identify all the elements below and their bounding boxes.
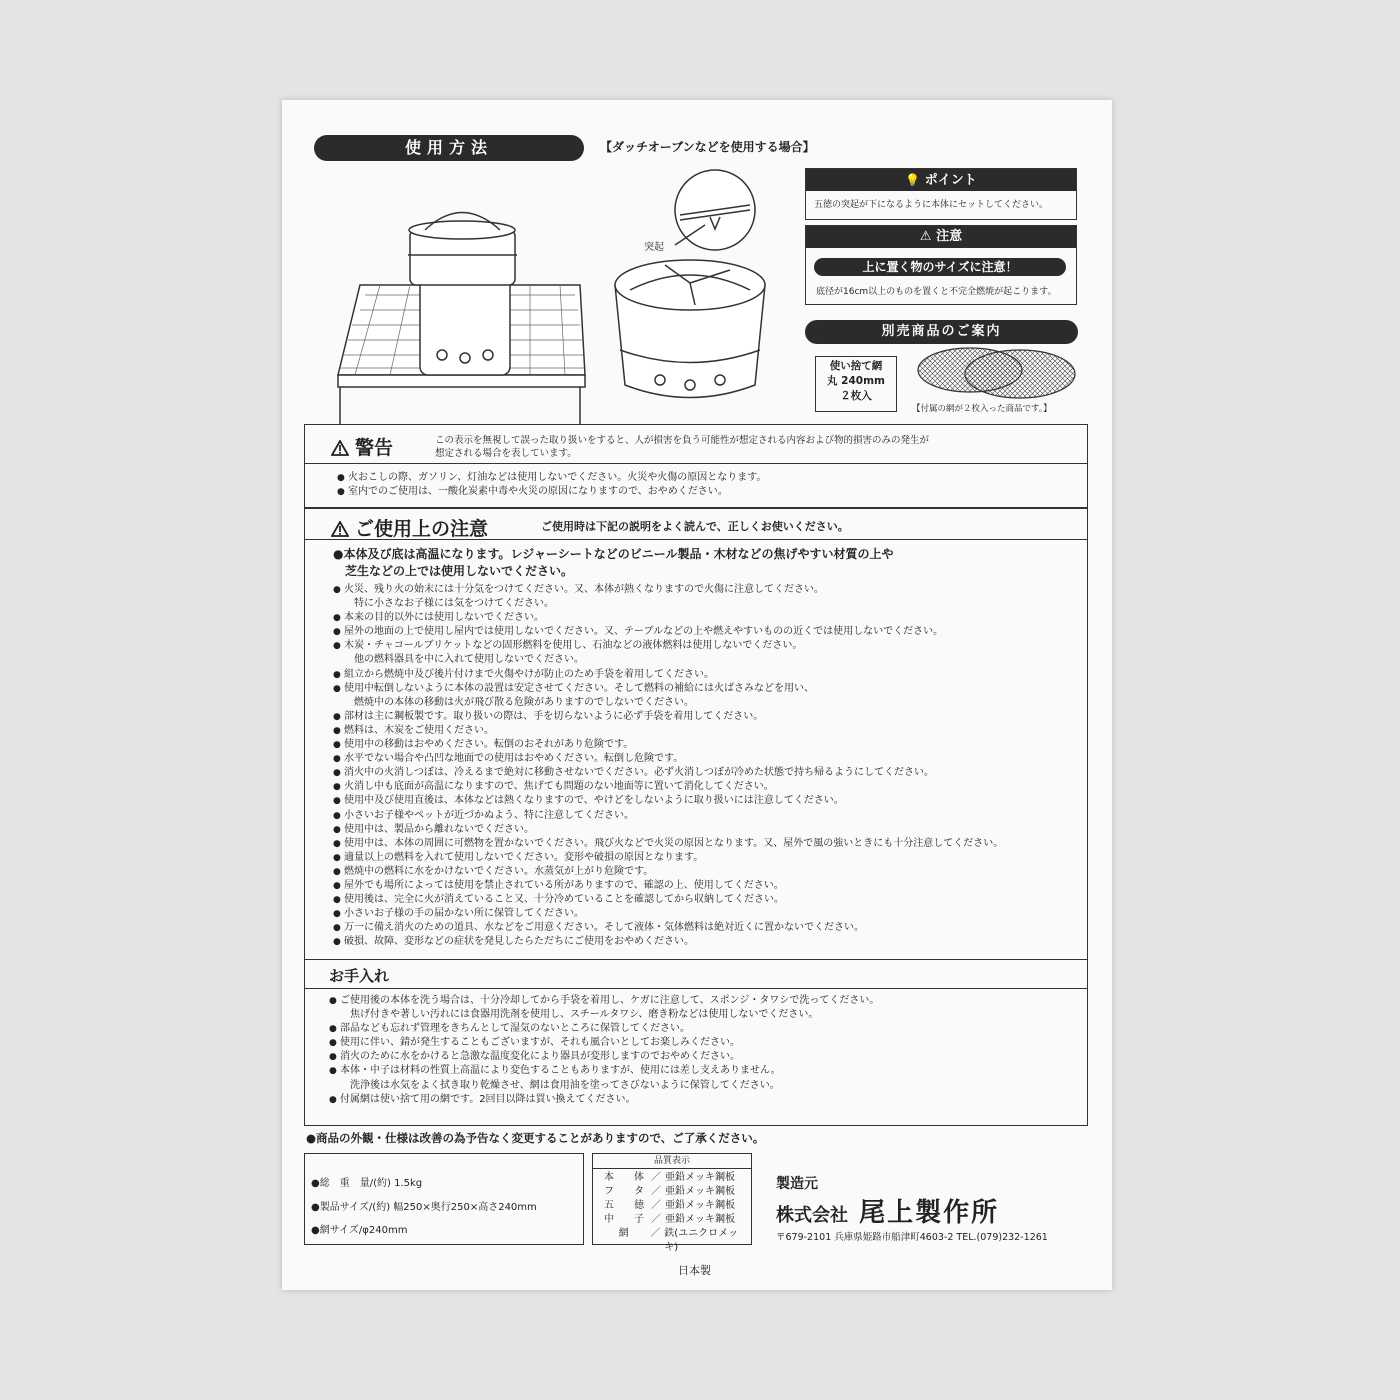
quality-material: 亜鉛メッキ鋼板 — [665, 1186, 735, 1197]
point-box — [805, 168, 1077, 220]
list-item: ● 使用中転倒しないように本体の設置は安定させてください。そして燃料の補給には火ばさみなどを用い、 — [333, 682, 1003, 696]
grill-net-illustration — [910, 346, 1080, 401]
trivet-illustration — [600, 165, 780, 410]
quality-part: 網 — [618, 1228, 629, 1239]
caution-text: 底径が16cm以上のものを置くと不完全燃焼が起こります。 — [816, 287, 1057, 297]
list-item: ● 消火中の火消しつぼは、冷えるまで絶対に移動させないでください。必ず火消しつぼが冷めた状態で持ち帰るようにしてください。 — [333, 766, 1003, 780]
list-item: ● 屋外の地面の上で使用し屋内では使用しないでください。又、テーブルなどの上や燃えやすいものの近くでは使用しないでください。 — [333, 625, 1003, 639]
usage-subtitle: 【ダッチオーブンなどを使用する場合】 — [600, 140, 815, 154]
warning-triangle-icon — [331, 521, 349, 537]
precaution-bold-line-1: ●本体及び底は高温になります。レジャーシートなどのビニール製品・木材などの焦げやすい材質の上や — [333, 547, 894, 561]
usage-title: 使用方法 — [314, 135, 584, 161]
care-list — [329, 994, 879, 1107]
list-item: ● 使用中は、本体の周囲に可燃物を置かないでください。飛び火などで火災の原因となります。又、屋外で風の強いときにも十分注意してください。 — [333, 837, 1003, 851]
quality-separator: ／ — [651, 1186, 661, 1197]
list-item: ● 燃焼中の燃料に水をかけないでください。水蒸気が上がり危険です。 — [333, 865, 1003, 879]
list-item: 特に小さなお子様には気をつけてください。 — [354, 598, 554, 610]
quality-row — [593, 1227, 751, 1255]
list-item: ● 小さいお子様の手の届かない所に保管してください。 — [333, 907, 1003, 921]
specs-box — [304, 1153, 584, 1245]
accessory-line-1: 使い捨て網 — [829, 360, 883, 372]
list-item: ● 部材は主に鋼板製です。取り扱いの際は、手を切らないように必ず手袋を着用してください。 — [333, 710, 1003, 724]
caution-banner: 上に置く物のサイズに注意！ — [814, 258, 1066, 276]
list-item: ● 本体・中子は材料の性質上高温により変色することもありますが、使用には差し支えありません。 — [329, 1064, 879, 1078]
warning-list — [337, 471, 766, 499]
list-item: ● 火消し中も底面が高温になりますので、焦げても問題のない地面等に置いて消化してください。 — [333, 780, 1003, 794]
origin-label: 日本製 — [678, 1264, 711, 1277]
precaution-lead: ご使用時は下記の説明をよく読んで、正しくお使いください。 — [541, 520, 849, 533]
list-item: ● 使用中は、製品から離れないでください。 — [333, 823, 1003, 837]
maker-label: 製造元 — [776, 1176, 818, 1192]
list-item: ● ご使用後の本体を洗う場合は、十分冷却してから手袋を着用し、ケガに注意して、スポンジ・タワシで洗ってください。 — [329, 994, 879, 1008]
quality-row — [593, 1185, 751, 1199]
list-item: ● 消火のために水をかけると急激な温度変化により器具が変形しますのでおやめください。 — [329, 1050, 879, 1064]
protrusion-label: 突起 — [644, 242, 664, 253]
company-prefix: 株式会社 — [776, 1205, 848, 1226]
caution-box — [805, 225, 1077, 305]
list-item: ● 屋外でも場所によっては使用を禁止されている所がありますので、確認の上、使用してください。 — [333, 879, 1003, 893]
precaution-list — [333, 583, 1003, 949]
dutch-oven-illustration — [330, 200, 590, 430]
precaution-heading: ご使用上の注意 — [331, 514, 488, 541]
list-item: ● 燃料は、木炭をご使用ください。 — [333, 724, 1003, 738]
list-item: ● 使用中及び使用直後は、本体などは熱くなりますので、やけどをしないように取り扱いには注意してください。 — [333, 794, 1003, 808]
list-item: ● 破損、故障、変形などの症状を発見したらただちにご使用をおやめください。 — [333, 935, 1003, 949]
quality-part: 中 子 — [604, 1214, 644, 1225]
quality-rows — [593, 1169, 751, 1255]
quality-material: 鉄(ユニクロメッキ) — [664, 1228, 739, 1253]
quality-part: フ タ — [604, 1186, 644, 1197]
point-text: 五徳の突起が下になるように本体にセットしてください。 — [814, 200, 1049, 210]
list-item: 燃焼中の本体の移動は火が飛び散る危険がありますのでしないでください。 — [354, 696, 694, 708]
list-item: 他の燃料器具を中に入れて使用しないでください。 — [354, 654, 584, 666]
care-title: お手入れ — [329, 967, 390, 985]
quality-separator: ／ — [650, 1228, 661, 1239]
list-item: ● 火災、残り火の始末には十分気をつけてください。又、本体が熱くなりますので火傷に注意してください。 — [333, 583, 1003, 597]
list-item: ● 部品なども忘れず管理をきちんとして湿気のないところに保管してください。 — [329, 1022, 879, 1036]
company-name: 尾上製作所 — [859, 1198, 1000, 1228]
precaution-box — [304, 508, 1088, 1126]
list-item: ● 小さいお子様やペットが近づかぬよう、特に注意してください。 — [333, 809, 1003, 823]
point-title: ポイント — [924, 173, 977, 188]
list-item: ● 使用中の移動はおやめください。転倒のおそれがあり危険です。 — [333, 738, 1003, 752]
list-item: ● 適量以上の燃料を入れて使用しないでください。変形や破損の原因となります。 — [333, 851, 1003, 865]
warning-description-2: 想定される場合を表しています。 — [435, 448, 577, 459]
list-item: ● 火おこしの際、ガソリン、灯油などは使用しないでください。火災や火傷の原因となります。 — [337, 471, 766, 485]
quality-separator: ／ — [651, 1214, 661, 1225]
quality-separator: ／ — [651, 1200, 661, 1211]
warning-box — [304, 424, 1088, 508]
accessory-product-box — [815, 356, 897, 412]
list-item: ● 水平でない場合や凸凹な地面での使用はおやめください。転倒し危険です。 — [333, 752, 1003, 766]
list-item: 洗浄後は水気をよく拭き取り乾燥させ、網は食用油を塗ってさびないように保管してください。 — [350, 1079, 780, 1091]
caution-title: 注意 — [936, 229, 963, 244]
list-item: ● 使用に伴い、錆が発生することもございますが、それも風合いとしてお楽しみください。 — [329, 1036, 879, 1050]
warning-triangle-icon: ⚠ — [919, 229, 932, 244]
list-item: ● 木炭・チャコールブリケットなどの固形燃料を使用し、石油などの液体燃料は使用しないでください。 — [333, 639, 1003, 653]
quality-row — [593, 1171, 751, 1185]
quality-row — [593, 1213, 751, 1227]
list-item: ● 本来の目的以外には使用しないでください。 — [333, 611, 1003, 625]
quality-box — [592, 1153, 752, 1253]
quality-material: 亜鉛メッキ鋼板 — [665, 1200, 735, 1211]
list-item: ● 室内でのご使用は、一酸化炭素中毒や火災の原因になりますので、おやめください。 — [337, 485, 766, 499]
quality-part: 五 徳 — [604, 1200, 644, 1211]
change-notice: ●商品の外観・仕様は改善の為予告なく変更することがありますので、ご了承ください。 — [306, 1131, 765, 1145]
quality-part: 本 体 — [604, 1172, 644, 1183]
warning-heading: 警告 — [331, 433, 393, 460]
list-item: ● 万一に備え消火のための道具、水などをご用意ください。そして液体・気体燃料は絶対近くに置かないでください。 — [333, 921, 1003, 935]
quality-title: 品質表示 — [593, 1154, 751, 1169]
accessory-line-2: 丸 240mm — [827, 375, 885, 387]
list-item: ● 使用後は、完全に火が消えていること又、十分冷めていることを確認してから収納してください。 — [333, 893, 1003, 907]
maker-address: 〒679-2101 兵庫県姫路市船津町4603-2 TEL.(079)232-1261 — [776, 1232, 1048, 1243]
accessory-line-3: ２枚入 — [840, 390, 872, 402]
quality-row — [593, 1199, 751, 1213]
lightbulb-icon: 💡 — [905, 173, 921, 187]
spec-size: ●製品サイズ/(約) 幅250×奥行250×高さ240mm — [311, 1202, 537, 1213]
accessory-note: 【付属の網が２枚入った商品です。】 — [912, 404, 1052, 414]
precaution-bold-line-2: 芝生などの上では使用しないでください。 — [333, 564, 574, 578]
spec-weight: ●総 重 量/(約) 1.5kg — [311, 1178, 423, 1189]
list-item: ● 組立から燃焼中及び後片付けまで火傷やけが防止のため手袋を着用してください。 — [333, 668, 1003, 682]
quality-material: 亜鉛メッキ鋼板 — [665, 1214, 735, 1225]
maker-company — [776, 1192, 999, 1229]
list-item: ● 付属網は使い捨て用の網です。2回目以降は買い換えてください。 — [329, 1093, 879, 1107]
spec-net-size: ●網サイズ/φ240mm — [311, 1225, 408, 1236]
quality-separator: ／ — [651, 1172, 661, 1183]
warning-description-1: この表示を無視して誤った取り扱いをすると、人が損害を負う可能性が想定される内容および物的損害のみの発生が — [435, 435, 930, 446]
accessory-title: 別売商品のご案内 — [805, 320, 1078, 344]
warning-triangle-icon — [331, 440, 349, 456]
list-item: 焦げ付きや著しい汚れには食器用洗剤を使用し、スチールタワシ、磨き粉などは使用しないでください。 — [350, 1009, 819, 1021]
quality-material: 亜鉛メッキ鋼板 — [665, 1172, 735, 1183]
